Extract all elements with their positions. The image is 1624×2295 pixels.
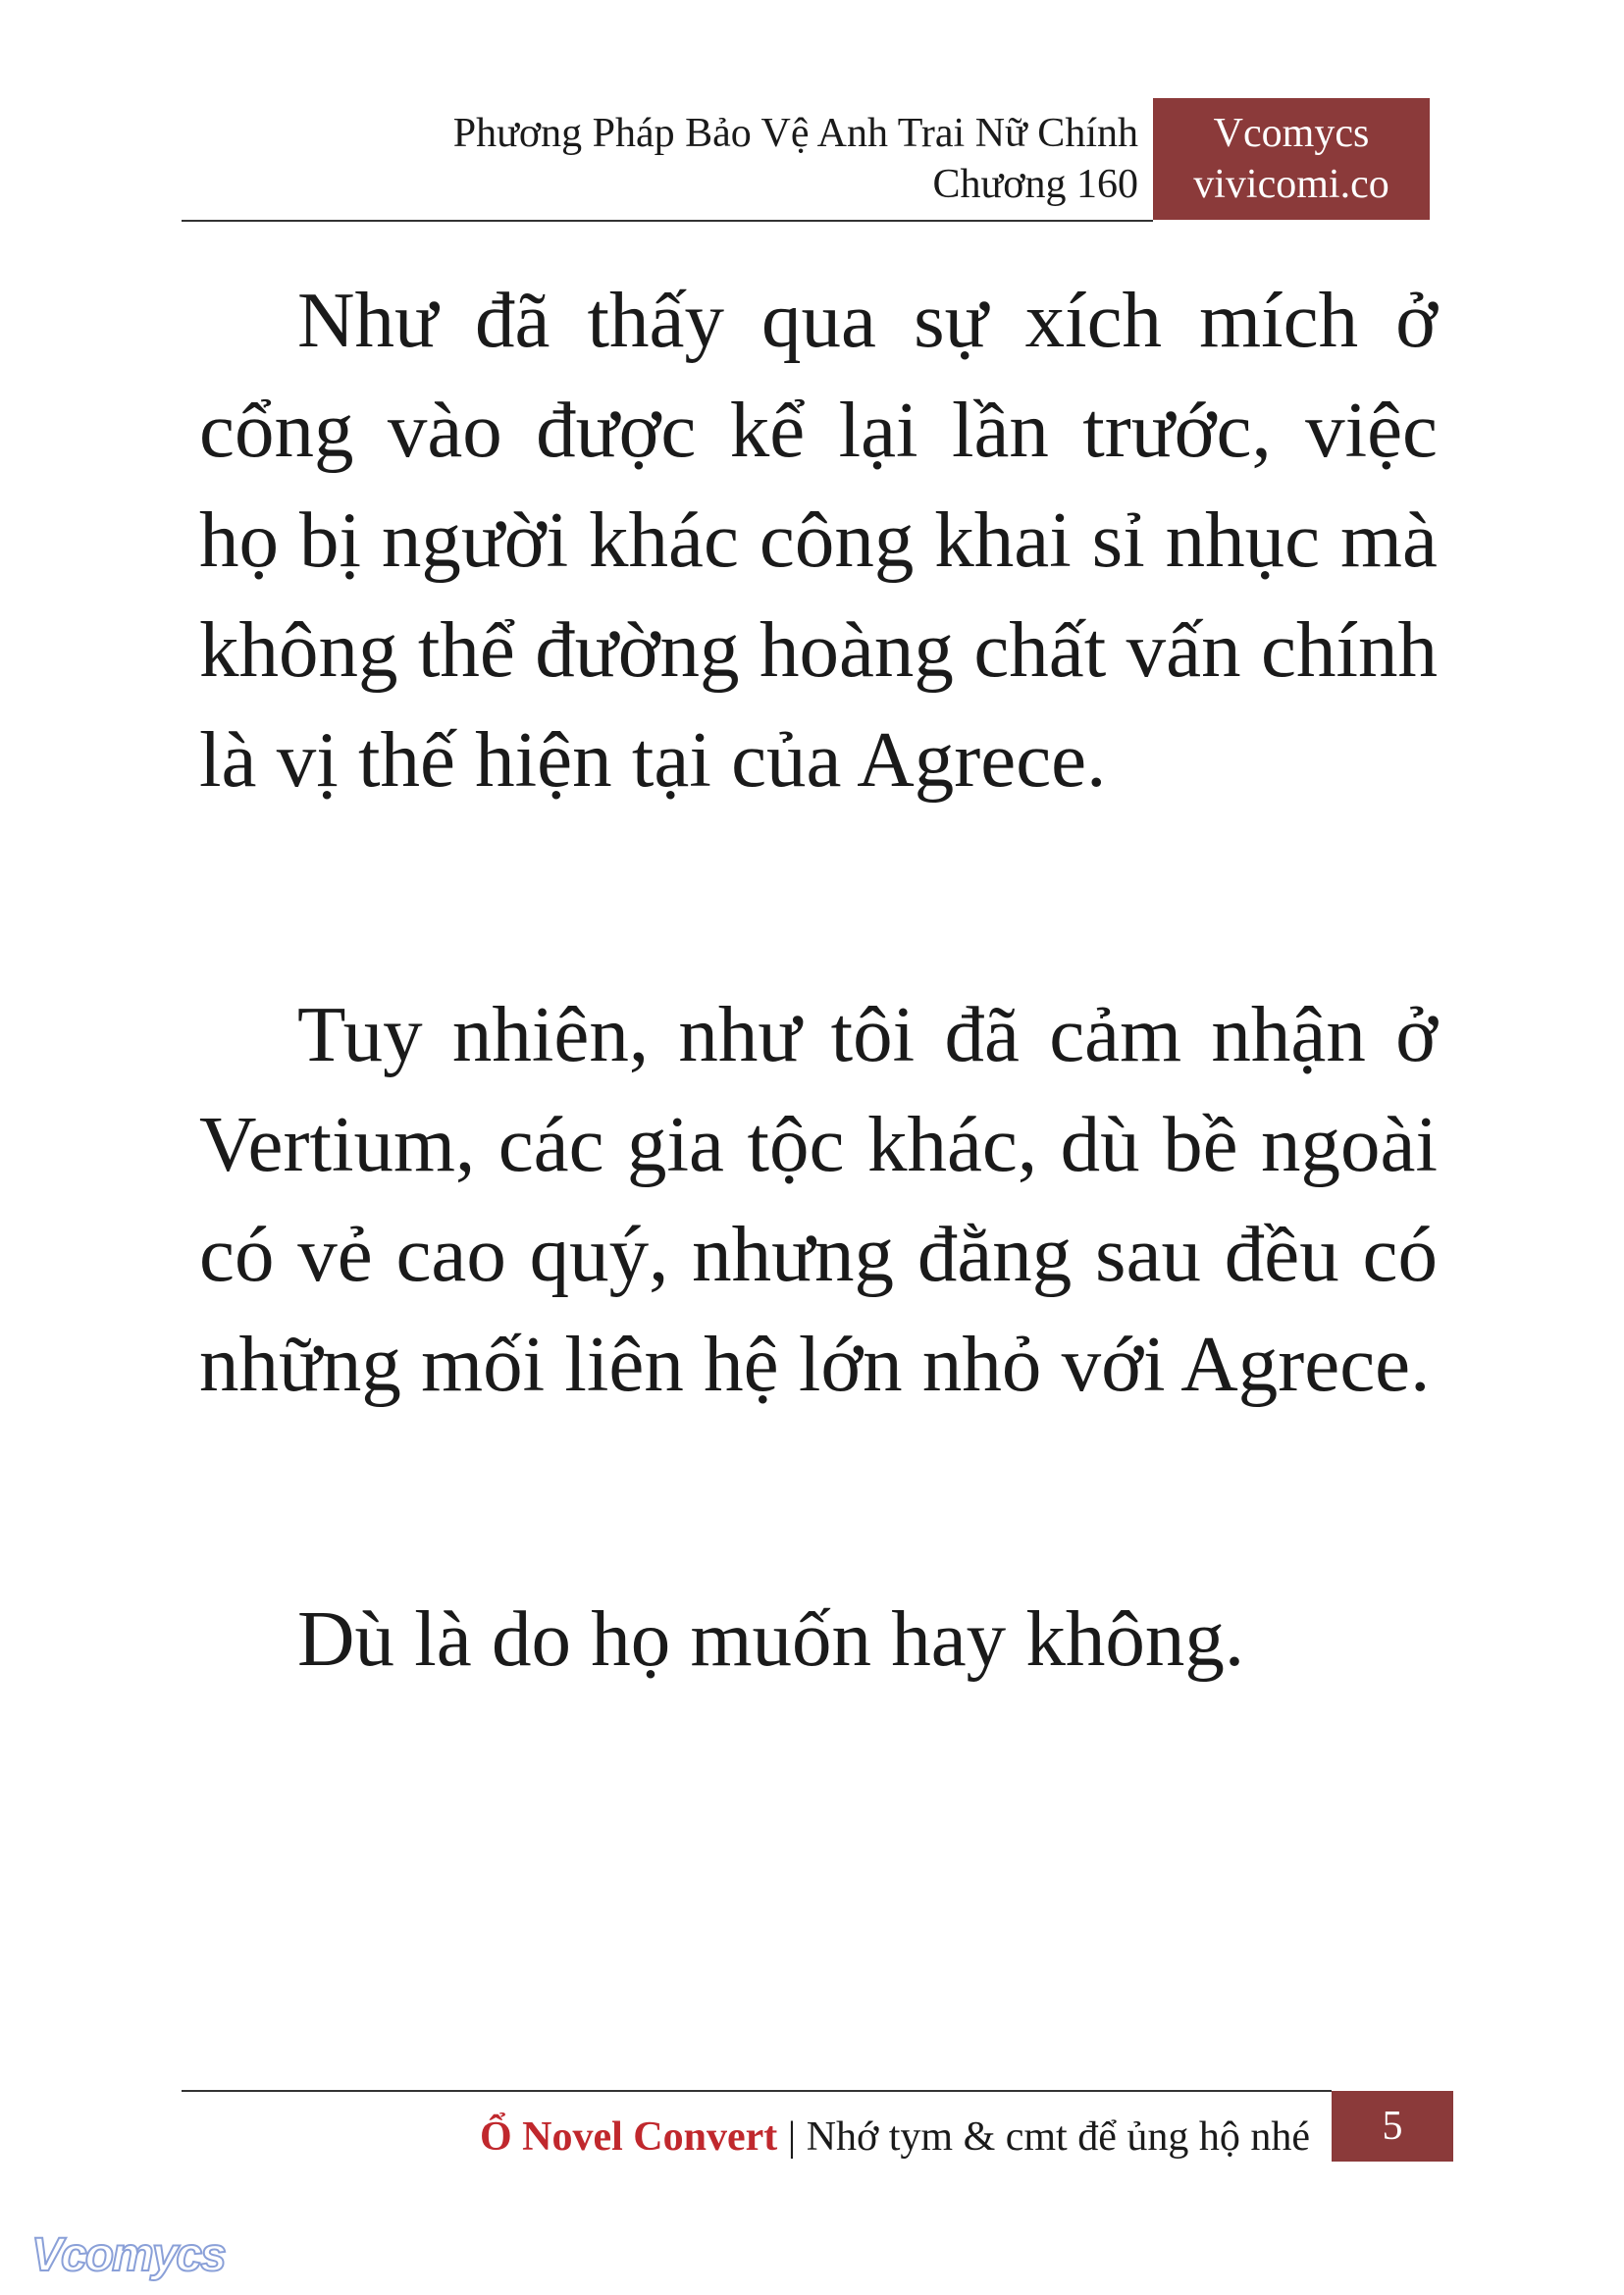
header-title-block [453,108,1138,210]
footer-message: Nhớ tym & cmt để ủng hộ nhé [806,2114,1310,2160]
vcomycs-watermark-logo [27,2225,253,2284]
paragraph: Tuy nhiên, như tôi đã cảm nhận ở Vertium, các gia tộc khác, dù bề ngoài có vẻ cao quý, nhưng đằng sau đều có những mối liên hệ lớn nhỏ với Agrece. [199,990,1438,1408]
site-badge-url: vivicomi.co [1193,162,1389,207]
footer-note [480,2110,1310,2165]
chapter-body [199,265,1438,1858]
chapter-label: Chương 160 [932,162,1138,207]
footer-divider [182,2090,1332,2092]
svg-text:Vcomycs: Vcomycs [31,2229,225,2281]
footer-brand: Ổ Novel Convert [479,2114,778,2160]
footer-separator: | [777,2114,807,2160]
header-divider [182,220,1153,222]
paragraph: Như đã thấy qua sự xích mích ở cổng vào được kể lại lần trước, việc họ bị người khác công khai sỉ nhục mà không thể đường hoàng chất vấn chính là vị thế hiện tại của Agrece. [199,276,1438,804]
site-badge-name: Vcomycs [1213,111,1370,156]
paragraph: Dù là do họ muốn hay không. [297,1594,1245,1683]
page-header [182,98,1430,220]
page-number: 5 [1332,2091,1453,2162]
site-badge [1153,98,1430,220]
book-title: Phương Pháp Bảo Vệ Anh Trai Nữ Chính [452,111,1138,156]
